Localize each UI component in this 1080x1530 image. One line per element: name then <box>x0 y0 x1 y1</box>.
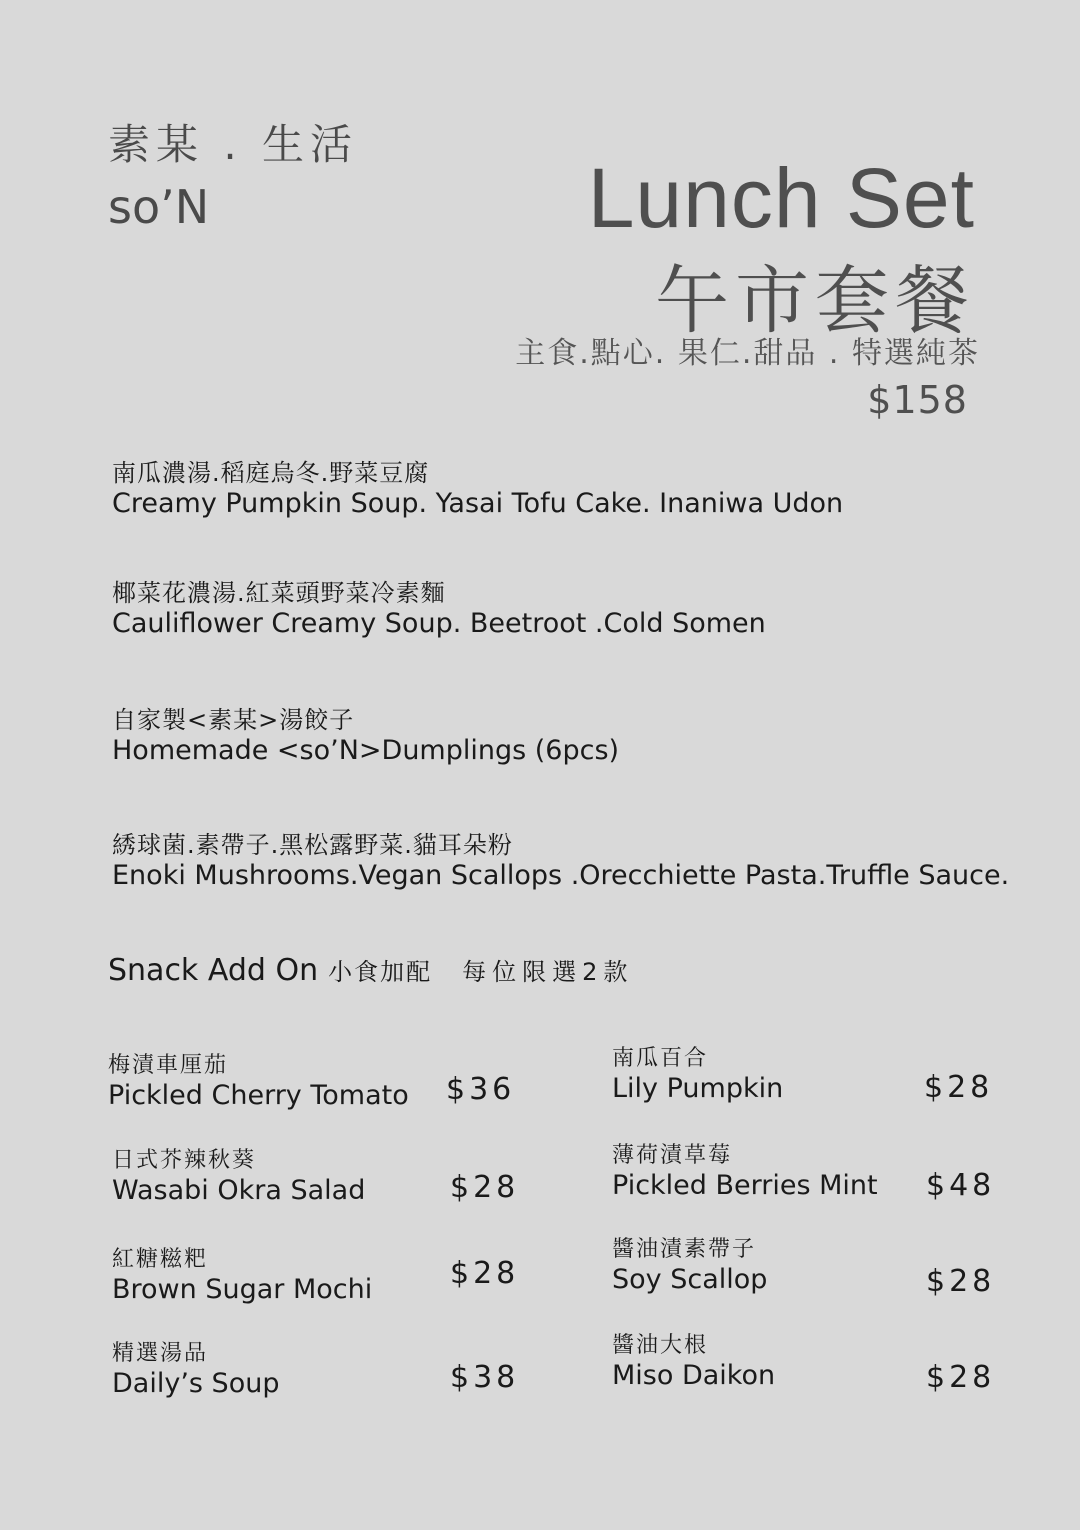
snack-item-english: Brown Sugar Mochi <box>112 1274 373 1305</box>
set-item-english: Enoki Mushrooms.Vegan Scallops .Orecchiette Pasta.Truffle Sauce. <box>112 860 1010 891</box>
snack-item-chinese: 醬油大根 <box>612 1333 709 1358</box>
snack-item-english: Daily’s Soup <box>112 1368 280 1399</box>
set-item <box>112 578 766 640</box>
set-item-chinese: 椰菜花濃湯.紅菜頭野菜冷素麵 <box>112 579 446 607</box>
snack-item-english: Miso Daikon <box>612 1360 776 1391</box>
snack-item-english: Lily Pumpkin <box>612 1073 784 1104</box>
snack-item-price: $36 <box>446 1072 516 1107</box>
set-item-english: Creamy Pumpkin Soup. Yasai Tofu Cake. Inaniwa Udon <box>112 488 844 519</box>
snack-item <box>612 1045 783 1105</box>
snack-section-header <box>108 952 633 988</box>
snack-item <box>108 1052 409 1112</box>
set-item <box>112 705 619 767</box>
snack-item-english: Pickled Cherry Tomato <box>108 1080 409 1111</box>
menu-title-english: Lunch Set <box>587 151 975 245</box>
snack-header-chinese: 小食加配 <box>328 958 433 986</box>
snack-item <box>112 1246 372 1306</box>
snack-item <box>612 1236 767 1296</box>
set-item-chinese: 綉球菌.素帶子.黑松露野菜.貓耳朵粉 <box>112 831 513 859</box>
snack-header-english: Snack Add On <box>108 953 319 988</box>
snack-item-price: $28 <box>924 1070 994 1105</box>
menu-subtitle: 主食.點心. 果仁.甜品 . 特選純茶 <box>515 336 980 371</box>
snack-item <box>612 1332 775 1392</box>
set-item <box>112 458 843 520</box>
snack-item-price: $28 <box>450 1256 520 1291</box>
set-item <box>112 830 1009 892</box>
snack-item-price: $28 <box>926 1360 996 1395</box>
snack-item-price: $48 <box>926 1168 996 1203</box>
snack-item-chinese: 精選湯品 <box>112 1341 209 1366</box>
set-item-english: Cauliflower Creamy Soup. Beetroot .Cold Somen <box>112 608 766 639</box>
snack-item-chinese: 醬油漬素帶子 <box>612 1237 757 1262</box>
snack-item-english: Pickled Berries Mint <box>612 1170 878 1201</box>
menu-title-chinese: 午市套餐 <box>655 258 975 344</box>
snack-item-chinese: 紅糖糍粑 <box>112 1247 209 1272</box>
brand-english-name: so’N <box>108 180 210 234</box>
snack-item <box>112 1147 365 1207</box>
snack-item-price: $28 <box>450 1170 520 1205</box>
snack-item-price: $28 <box>926 1264 996 1299</box>
snack-item <box>112 1340 279 1400</box>
snack-item-chinese: 梅漬車厘茄 <box>108 1053 229 1078</box>
set-item-chinese: 南瓜濃湯.稻庭烏冬.野菜豆腐 <box>112 459 430 487</box>
snack-item-chinese: 南瓜百合 <box>612 1046 709 1071</box>
snack-item-chinese: 薄荷漬草莓 <box>612 1143 733 1168</box>
snack-item-english: Wasabi Okra Salad <box>112 1175 366 1206</box>
brand-chinese-name: 素某 . 生活 <box>108 120 359 169</box>
set-price: $158 <box>867 378 968 422</box>
snack-item-english: Soy Scallop <box>612 1264 768 1295</box>
snack-item <box>612 1142 878 1202</box>
set-item-english: Homemade <so’N>Dumplings (6pcs) <box>112 735 620 766</box>
snack-item-price: $38 <box>450 1360 520 1395</box>
snack-item-chinese: 日式芥辣秋葵 <box>112 1148 257 1173</box>
set-item-chinese: 自家製<素某>湯餃子 <box>112 706 355 734</box>
snack-limit-note: 每位限選2款 <box>462 958 634 986</box>
